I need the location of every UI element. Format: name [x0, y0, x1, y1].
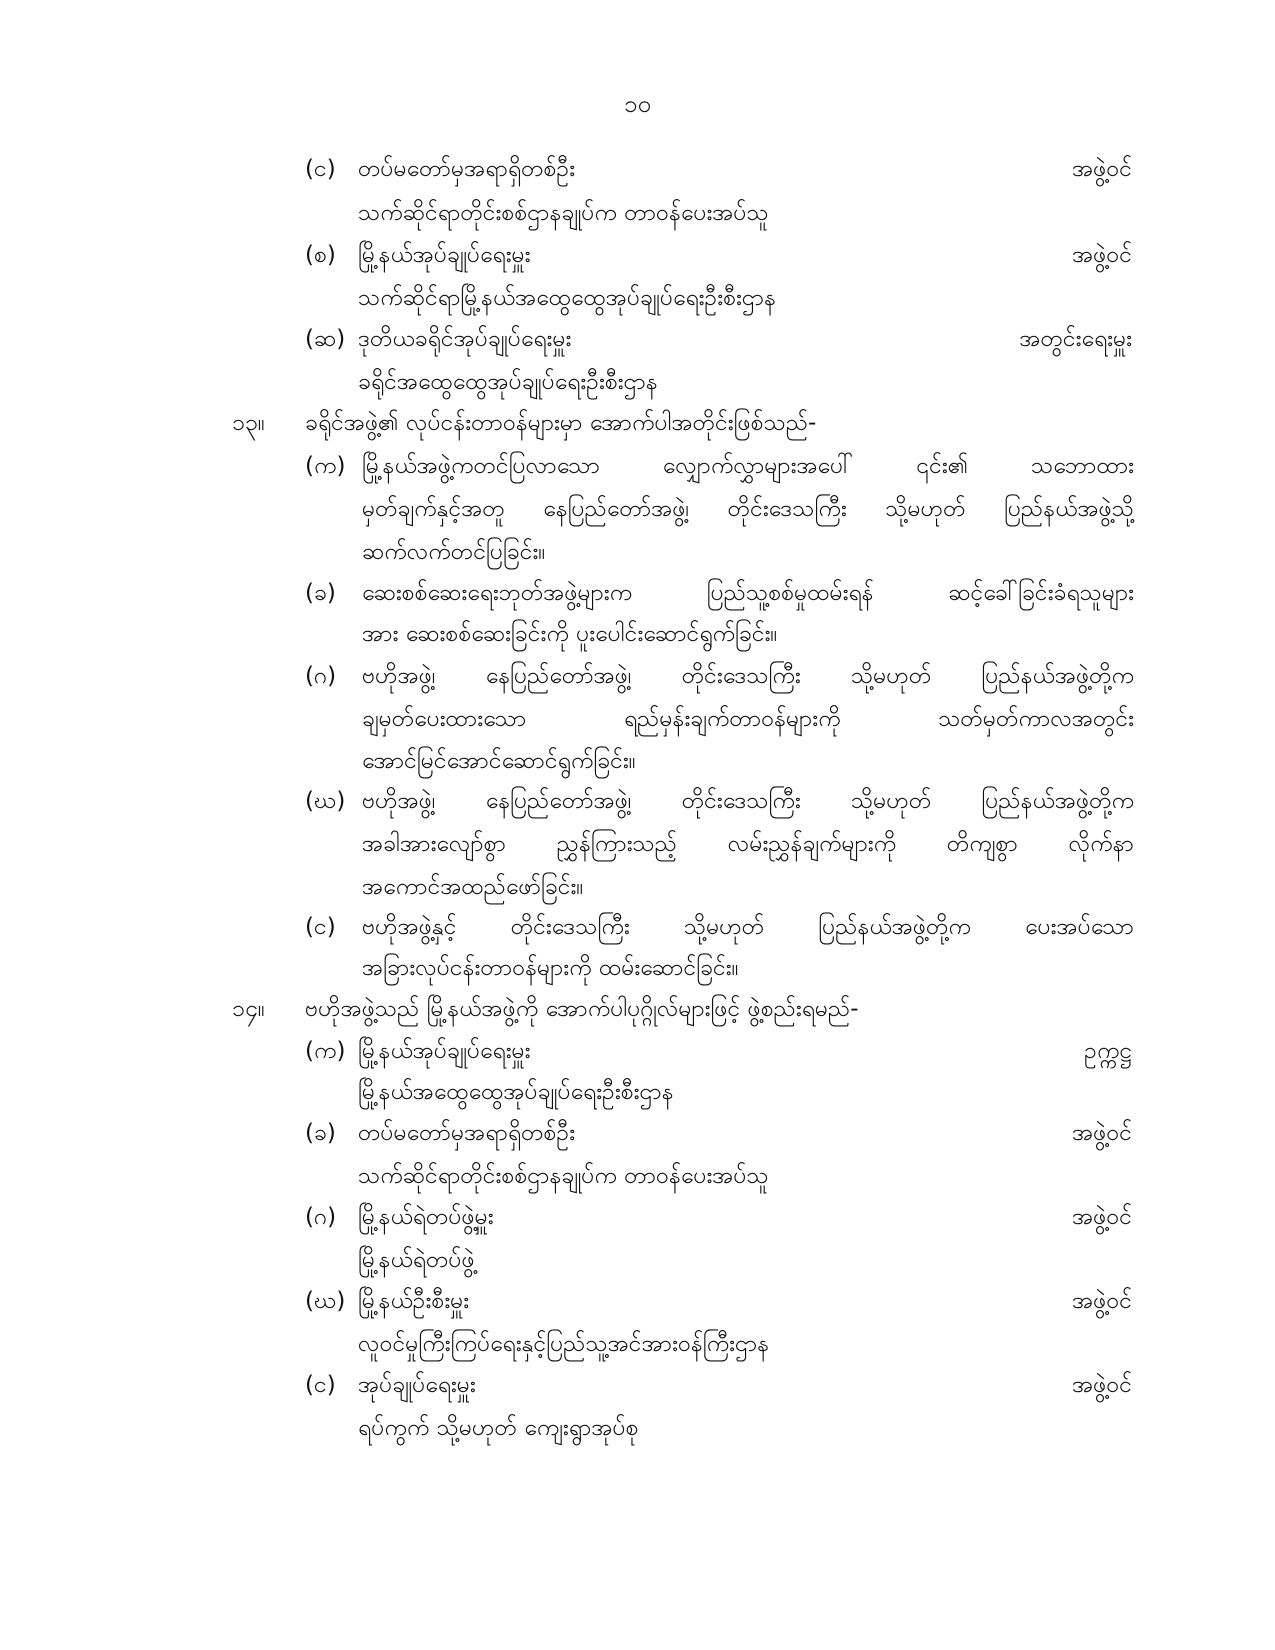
item-line: ချမှတ်ပေးထားသော ရည်မှန်းချက်တာဝန်များကို သတ်မှတ်ကာလအတွင်း: [362, 706, 1134, 732]
item-desc: သက်ဆိုင်ရာမြို့နယ်အထွေထွေအုပ်ချုပ်ရေးဦးစီးဌာန: [358, 285, 776, 311]
item-label: (က): [305, 1038, 346, 1064]
item-label: (ဆ): [305, 326, 346, 352]
item-title: တပ်မတော်မှအရာရှိတစ်ဦး: [358, 156, 576, 182]
item-role: အတွင်းရေးမှူး: [1019, 326, 1132, 352]
item-label: (ဃ): [305, 1288, 346, 1314]
item-label: (ဂ): [305, 663, 337, 689]
item-role: အဖွဲ့ဝင်: [1072, 1204, 1132, 1230]
section-14-heading: ဗဟိုအဖွဲ့သည် မြို့နယ်အဖွဲ့ကို အောက်ပါပုဂ္ဂိုလ်များဖြင့် ဖွဲ့စည်းရမည်-: [305, 996, 859, 1022]
section-13-number: ၁၃။: [232, 410, 265, 436]
item-label: (င): [305, 914, 336, 940]
item-desc: သက်ဆိုင်ရာတိုင်းစစ်ဌာနချုပ်က တာဝန်ပေးအပ်သူ: [358, 1163, 769, 1189]
item-line: အခြားလုပ်ငန်းတာဝန်များကို ထမ်းဆောင်ခြင်း။: [362, 955, 739, 981]
item-desc: လူဝင်မှုကြီးကြပ်ရေးနှင့်ပြည်သူ့အင်အားဝန်ကြီးဌာန: [358, 1331, 770, 1357]
item-label: (ခ): [305, 1120, 336, 1146]
item-title: မြို့နယ်အုပ်ချုပ်ရေးမှူး: [358, 242, 531, 268]
item-title: မြို့နယ်ရဲတပ်ဖွဲ့မှူး: [358, 1204, 494, 1230]
item-title: တပ်မတော်မှအရာရှိတစ်ဦး: [358, 1120, 576, 1146]
item-label: (က): [305, 453, 346, 479]
section-14-number: ၁၄။: [232, 996, 265, 1022]
item-line: အောင်မြင်အောင်ဆောင်ရွက်ခြင်း။: [362, 748, 636, 774]
item-role: အဖွဲ့ဝင်: [1072, 1120, 1132, 1146]
item-role: အဖွဲ့ဝင်: [1072, 1372, 1132, 1398]
item-role: ဥက္ကဋ္ဌ: [1084, 1038, 1132, 1064]
item-label: (ဂ): [305, 1204, 337, 1230]
item-line: မှတ်ချက်နှင့်အတူ နေပြည်တော်အဖွဲ့၊ တိုင်းဒေသကြီး သို့မဟုတ် ပြည်နယ်အဖွဲ့သို့: [362, 496, 1134, 522]
item-line: မြို့နယ်အဖွဲ့ကတင်ပြလာသော လျှောက်လွှာများအပေါ် ၎င်း၏ သဘောထား: [362, 453, 1134, 479]
item-label: (ခ): [305, 580, 336, 606]
item-title: ဒုတိယခရိုင်အုပ်ချုပ်ရေးမှူး: [358, 326, 572, 352]
item-desc: ခရိုင်အထွေထွေအုပ်ချုပ်ရေးဦးစီးဌာန: [358, 369, 658, 395]
page-number: ၁၀: [624, 90, 651, 118]
item-role: အဖွဲ့ဝင်: [1072, 1288, 1132, 1314]
item-label: (င): [305, 156, 336, 182]
item-label: (ဃ): [305, 788, 346, 814]
item-line: ဆေးစစ်ဆေးရေးဘုတ်အဖွဲ့များက ပြည်သူ့စစ်မှုထမ်းရန် ဆင့်ခေါ်ခြင်းခံရသူများ: [362, 580, 1134, 606]
item-role: အဖွဲ့ဝင်: [1072, 242, 1132, 268]
item-line: အား ဆေးစစ်ဆေးခြင်းကို ပူးပေါင်းဆောင်ရွက်ခြင်း။: [362, 621, 778, 647]
item-line: အခါအားလျော်စွာ ညွှန်ကြားသည့် လမ်းညွှန်ချက်များကို တိကျစွာ လိုက်နာ: [362, 831, 1134, 857]
item-desc: သက်ဆိုင်ရာတိုင်းစစ်ဌာနချုပ်က တာဝန်ပေးအပ်သူ: [358, 200, 769, 226]
item-line: ဆက်လက်တင်ပြခြင်း။: [362, 539, 546, 565]
item-line: ဗဟိုအဖွဲ့၊ နေပြည်တော်အဖွဲ့၊ တိုင်းဒေသကြီး သို့မဟုတ် ပြည်နယ်အဖွဲ့တို့က: [362, 788, 1134, 814]
item-desc: မြို့နယ်ရဲတပ်ဖွဲ့: [358, 1247, 475, 1273]
item-label: (စ): [305, 242, 336, 268]
item-line: ဗဟိုအဖွဲ့နှင့် တိုင်းဒေသကြီး သို့မဟုတ် ပြည်နယ်အဖွဲ့တို့က ပေးအပ်သော: [362, 914, 1134, 940]
item-line: ဗဟိုအဖွဲ့၊ နေပြည်တော်အဖွဲ့၊ တိုင်းဒေသကြီး သို့မဟုတ် ပြည်နယ်အဖွဲ့တို့က: [362, 663, 1134, 689]
item-desc: ရပ်ကွက် သို့မဟုတ် ကျေးရွာအုပ်စု: [358, 1415, 639, 1441]
item-label: (င): [305, 1372, 336, 1398]
item-title: မြို့နယ်ဦးစီးမှူး: [358, 1288, 470, 1314]
item-title: မြို့နယ်အုပ်ချုပ်ရေးမှူး: [358, 1038, 531, 1064]
item-role: အဖွဲ့ဝင်: [1072, 156, 1132, 182]
section-13-heading: ခရိုင်အဖွဲ့၏ လုပ်ငန်းတာဝန်များမှာ အောက်ပါအတိုင်းဖြစ်သည်-: [305, 410, 817, 436]
item-desc: မြို့နယ်အထွေထွေအုပ်ချုပ်ရေးဦးစီးဌာန: [358, 1079, 674, 1105]
item-title: အုပ်ချုပ်ရေးမှူး: [358, 1372, 476, 1398]
item-line: အကောင်အထည်ဖော်ခြင်း။: [362, 874, 584, 900]
